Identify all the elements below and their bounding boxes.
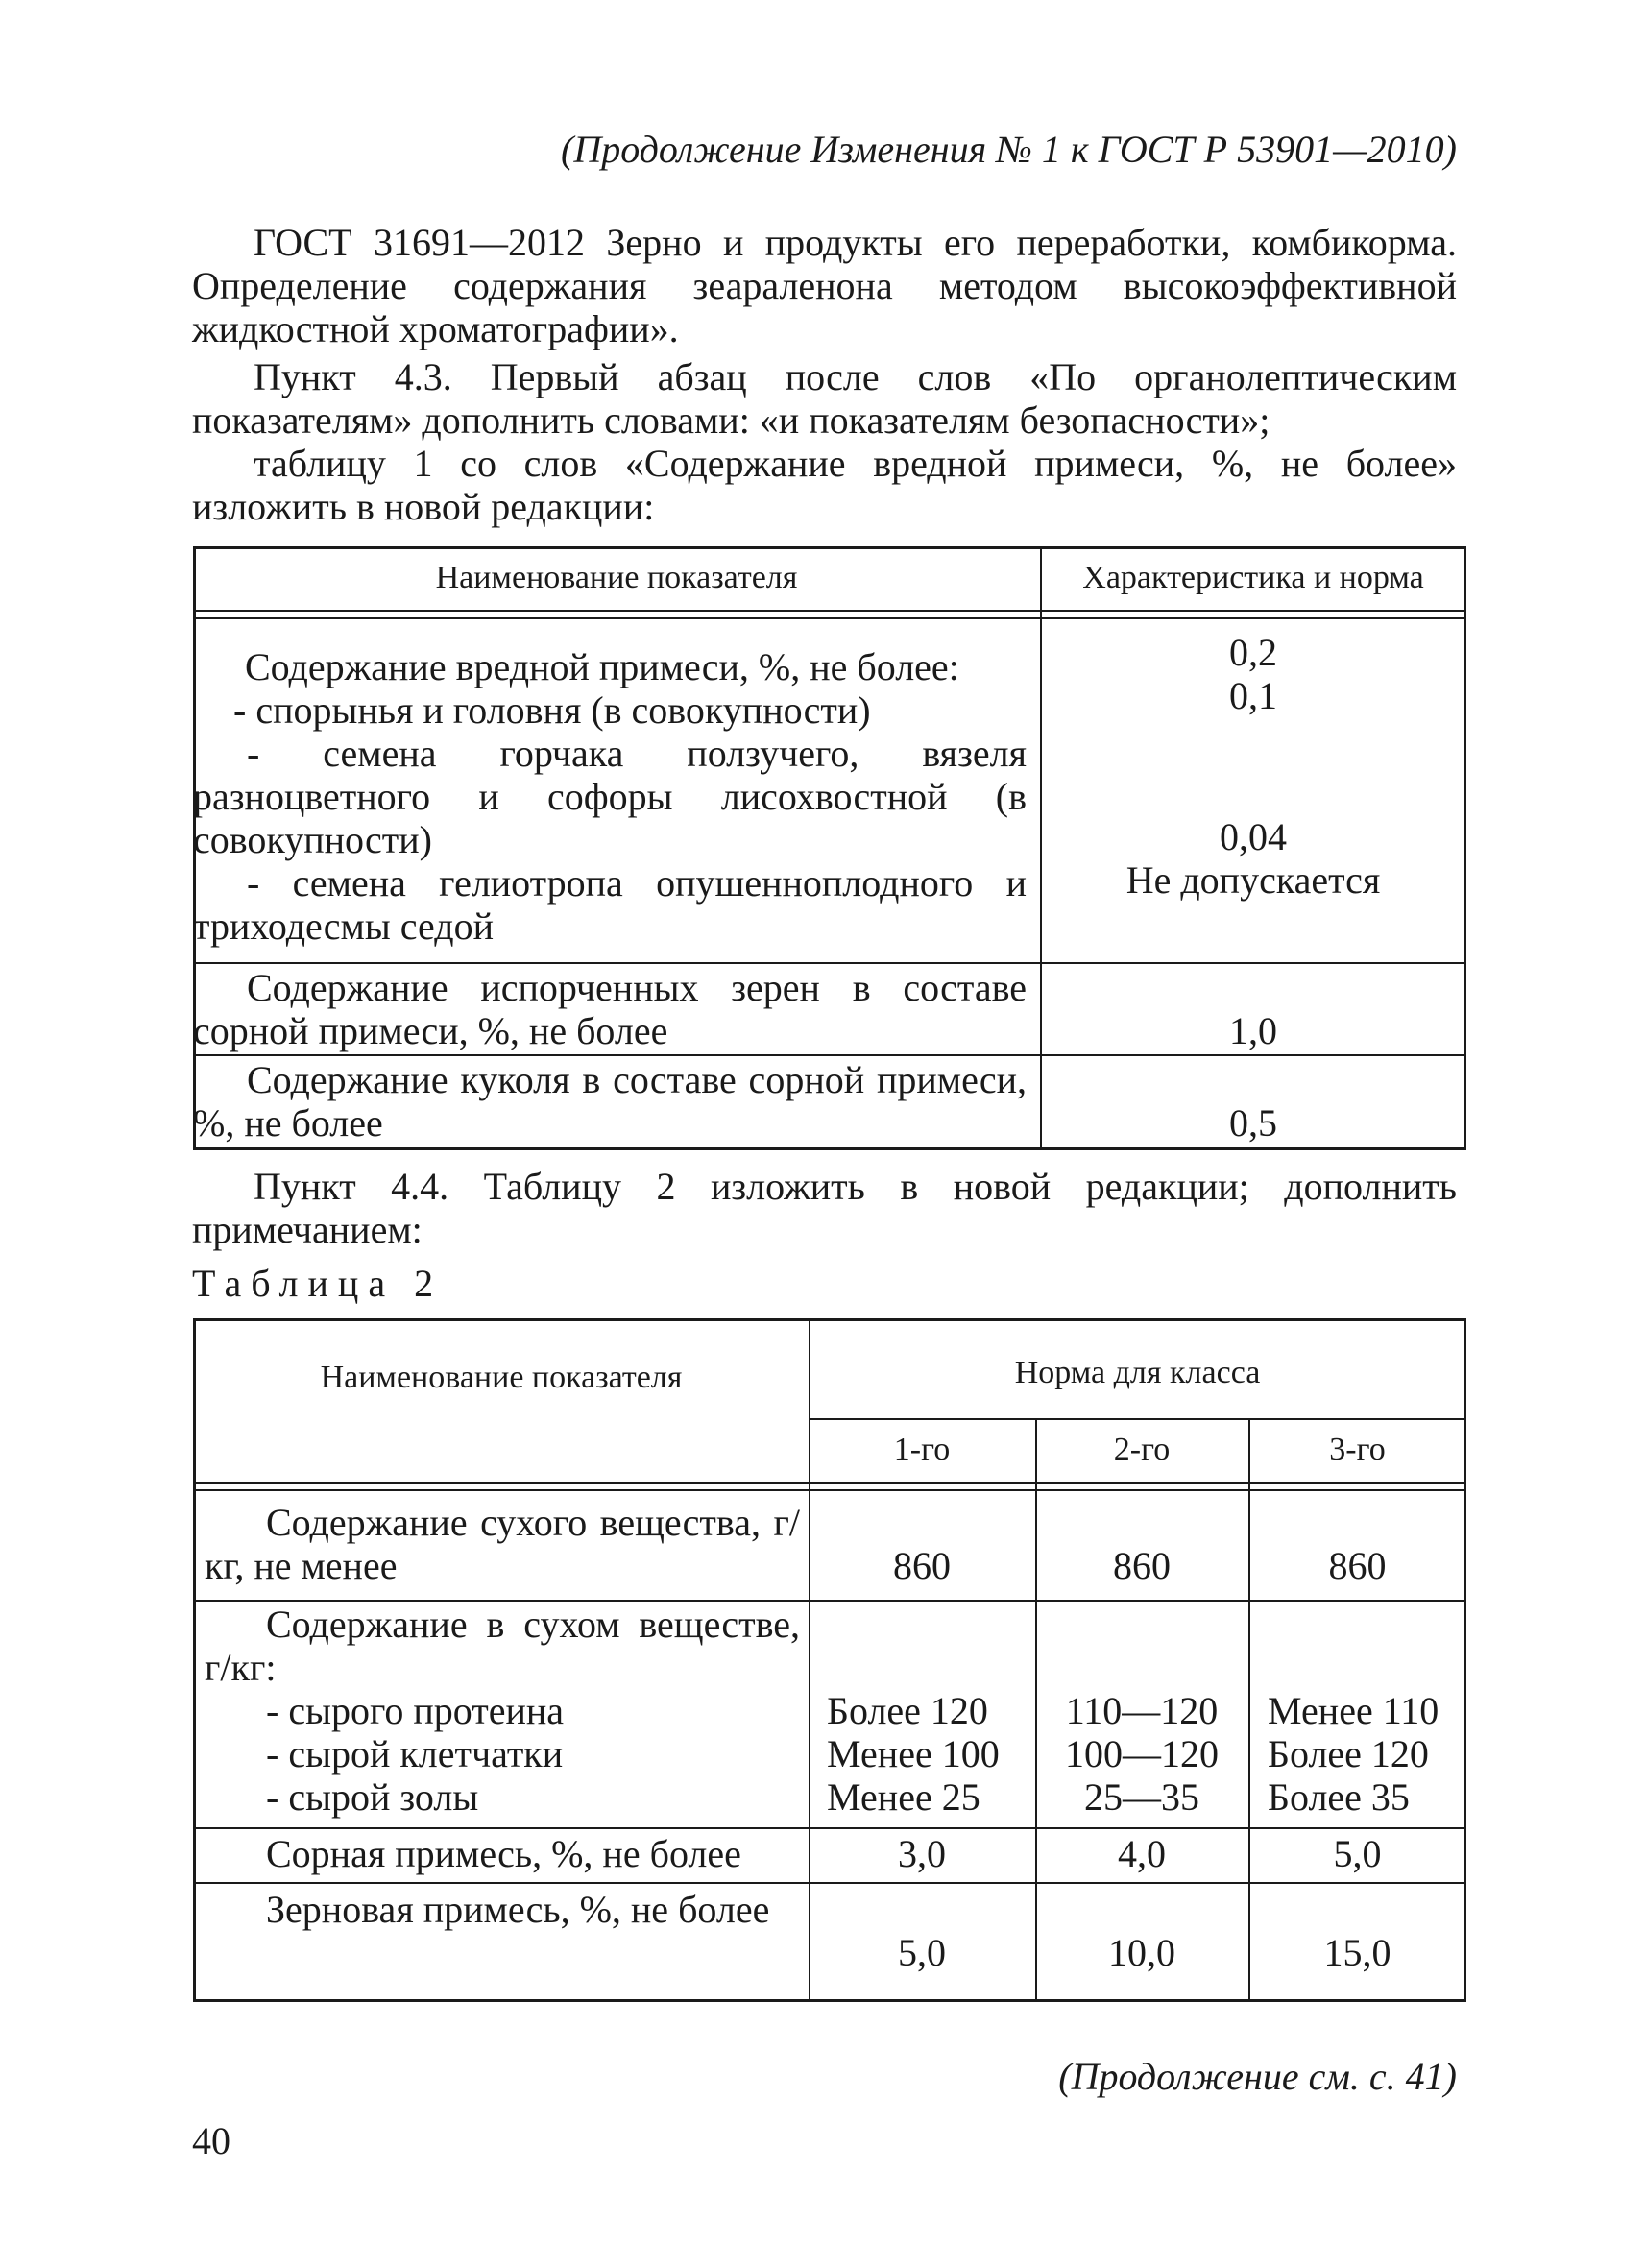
table2-label-protein: - сырого протеина [266, 1689, 565, 1732]
page-number: 40 [192, 2119, 230, 2162]
table1-header-norm: Характеристика и норма [1082, 560, 1424, 595]
table2-ash-class-2: 25—35 [1084, 1775, 1199, 1819]
table2-protein-class-2: 110—120 [1065, 1689, 1219, 1732]
table1-row-corncockle: Содержание куколя в составе сорной примеси, %, не более [193, 1058, 1027, 1145]
table2-grain-class-1: 5,0 [898, 1931, 946, 1974]
table1-row-harmful-impurity [193, 645, 1040, 948]
table2-header-class-1: 1-го [893, 1432, 951, 1467]
table2-header-norm: Норма для класса [1014, 1355, 1261, 1390]
table2-fiber-class-3: Более 120 [1268, 1732, 1429, 1775]
table2-ash-class-1: Менее 25 [827, 1775, 980, 1819]
table2-header-name: Наименование показателя [320, 1360, 683, 1395]
table-1 [193, 546, 1466, 1150]
table2-row-dry-matter: Содержание сухого вещества, г/кг, не менее [205, 1501, 800, 1587]
table2-fiber-class-1: Менее 100 [827, 1732, 1000, 1775]
label-harmful-impurity: Содержание вредной примеси, %, не более: [245, 645, 959, 688]
table2-row-dry-content: Содержание в сухом веществе, г/кг: [205, 1603, 800, 1689]
table2-protein-class-3: Менее 110 [1268, 1689, 1439, 1732]
table2-protein-class-1: Более 120 [827, 1689, 988, 1732]
table2-ash-class-3: Более 35 [1268, 1775, 1410, 1819]
table2-dry-class-2: 860 [1113, 1544, 1171, 1587]
label-ergot-smut: - спорынья и головня (в совокупности) [233, 688, 871, 732]
table2-header-class-2: 2-го [1113, 1432, 1171, 1467]
table1-value-ergot: 0,1 [1229, 674, 1277, 717]
table2-label-fiber: - сырой клетчатки [266, 1732, 564, 1775]
table2-title: Таблица 2 [192, 1262, 444, 1305]
table2-row-weed-impurity: Сорная примесь, %, не более [266, 1832, 741, 1875]
paragraph-gost-reference: ГОСТ 31691—2012 Зерно и продукты его переработки, комбикорма. Определение содержания зеараленона методом высокоэффективной жидкостной хроматографии». [192, 221, 1457, 350]
table2-label-ash: - сырой золы [266, 1775, 479, 1819]
paragraph-table1-intro: таблицу 1 со слов «Содержание вредной примеси, %, не более» изложить в новой редакции: [192, 442, 1457, 528]
table2-grain-class-2: 10,0 [1108, 1931, 1175, 1974]
paragraph-clause-4-3: Пункт 4.3. Первый абзац после слов «По органолептическим показателям» дополнить словами: «и показателям безопасности»; [192, 355, 1457, 442]
table1-row-spoiled-grains: Содержание испорченных зерен в составе сорной примеси, %, не более [193, 966, 1027, 1052]
table1-value-spoiled: 1,0 [1229, 1009, 1277, 1052]
table2-dry-class-1: 860 [893, 1544, 951, 1587]
table1-header-name: Наименование показателя [435, 560, 798, 595]
label-bitter-seeds: - семена горчака ползучего, вязеля разноцветного и софоры лисохвостной (в совокупности) [193, 732, 1027, 861]
table2-header-class-3: 3-го [1329, 1432, 1386, 1467]
table2-row-grain-impurity: Зерновая примесь, %, не более [266, 1888, 770, 1931]
table2-dry-class-3: 860 [1328, 1544, 1387, 1587]
table1-value-corncockle: 0,5 [1229, 1101, 1277, 1145]
paragraph-clause-4-4: Пункт 4.4. Таблицу 2 изложить в новой редакции; дополнить примечанием: [192, 1165, 1457, 1251]
table2-weed-class-2: 4,0 [1118, 1832, 1166, 1875]
table1-value-bitter: 0,04 [1220, 815, 1287, 858]
table1-value-heliotrope: Не допускается [1125, 858, 1381, 902]
continuation-footer: (Продолжение см. с. 41) [1058, 2055, 1457, 2098]
table-2 [193, 1318, 1466, 2002]
table2-weed-class-1: 3,0 [898, 1832, 946, 1875]
table1-value-harmful: 0,2 [1229, 631, 1277, 674]
table2-weed-class-3: 5,0 [1333, 1832, 1382, 1875]
table2-fiber-class-2: 100—120 [1065, 1732, 1219, 1775]
table2-grain-class-3: 15,0 [1323, 1931, 1391, 1974]
label-heliotrope-seeds: - семена гелиотропа опушенноплодного и триходесмы седой [193, 861, 1027, 948]
continuation-header: (Продолжение Изменения № 1 к ГОСТ Р 53901—2010) [561, 128, 1457, 171]
